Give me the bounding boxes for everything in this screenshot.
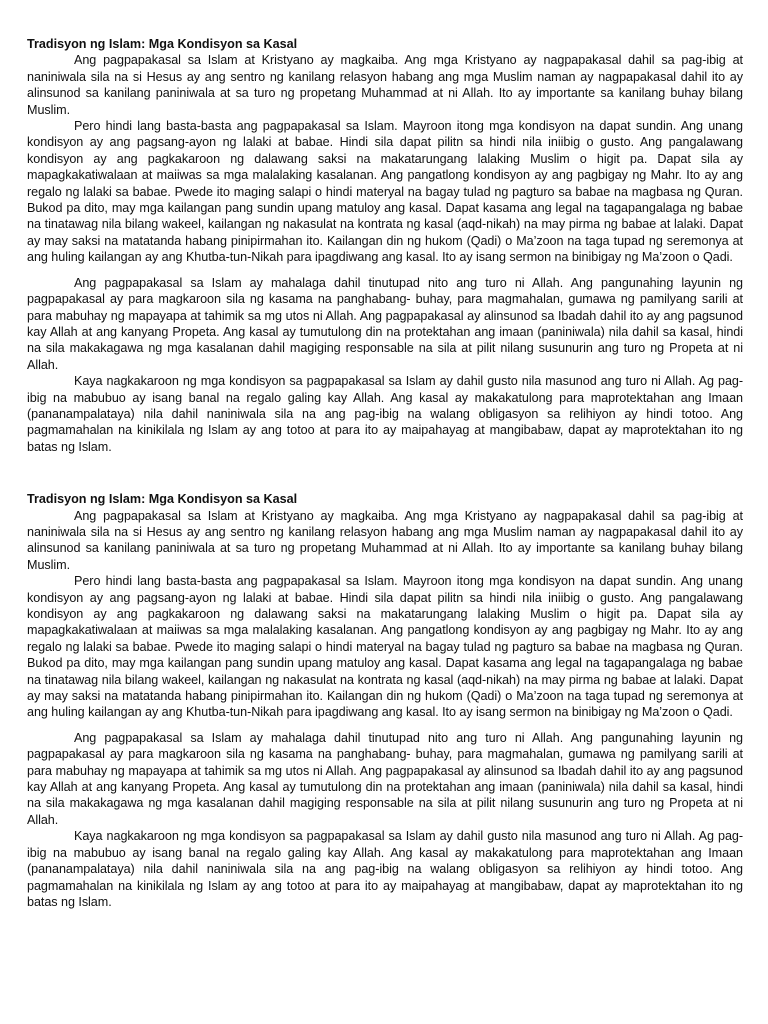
paragraph-conditions: Pero hindi lang basta-basta ang pagpapakasal sa Islam. Mayroon itong mga kondisyon na dapat sundin. Ang unang kondisyon ay ang pagsang-ayon ng lalaki at babae. Hindi sila dapat pilitn sa hindi nila iniibig o gusto. Ang pangalawang kondisyon ay ang pagkakaroon ng dalawang saksi na makatarungang lalaking Muslim o higit pa. Dapat sila ay mapagkakatiwalaan at maiiwas sa mga malalaking kasalanan. Ang pangatlong kondisyon ay ang pagbigay ng Mahr. Ito ay ang regalo ng lalaki sa babae. Pwede ito maging salapi o hindi materyal na bagay tulad ng pagturo sa babae na magbasa ng Quran. Bukod pa dito, may mga kailangan pang sundin upang matuloy ang kasal. Dapat kasama ang legal na tagapangalaga ng babae na tinatawag nila bilang wakeel, kailangan ng nakasulat na kontrata ng kasal (aqd-nikah) na may pirma ng babae at lalaki. Dapat ay may saksi na matatanda habang pinipirmahan ito. Kailangan din ng hukom (Qadi) o Ma’zoon na taga tupad ng seremonya at ang huling kailangan ay ang Khutba-tun-Nikah para ipagdiwang ang kasal. Ito ay isang sermon na binibigay ng Ma’zoon o Qadi. [27, 119, 743, 265]
paragraph-importance: Ang pagpapakasal sa Islam ay mahalaga dahil tinutupad nito ang turo ni Allah. Ang pangunahing layunin ng pagpapakasal ay para magkaroon sila ng kasama na panghabang- buhay, para magmahalan, gumawa ng pamilyang sarili at para mabuhay ng mapayapa at tahimik sa mg utos ni Allah. Ang pagpapakasal ay alinsunod sa Ibadah dahil ito ay ang pagsunod kay Allah at ang kanyang Propeta. Ang kasal ay tumutulong din na protektahan ang imaan (paniniwala) nila dahil sa kasal, hindi na sila makakagawa ng mga kasalanan dahil magiging responsable na sila at pilit nilang susunurin ang turo ng Propeta at ni Allah. [27, 730, 743, 827]
paragraph-importance: Ang pagpapakasal sa Islam ay mahalaga dahil tinutupad nito ang turo ni Allah. Ang pangunahing layunin ng pagpapakasal ay para magkaroon sila ng kasama na panghabang- buhay, para magmahalan, gumawa ng pamilyang sarili at para mabuhay ng mapayapa at tahimik sa mg utos ni Allah. Ang pagpapakasal ay alinsunod sa Ibadah dahil ito ay ang pagsunod kay Allah at ang kanyang Propeta. Ang kasal ay tumutulong din na protektahan ang imaan (paniniwala) nila dahil sa kasal, hindi na sila makakagawa ng mga kasalanan dahil magiging responsable na sila at pilit nilang susunurin ang turo ng Propeta at ni Allah. [27, 275, 743, 372]
paragraph-conclusion: Kaya nagkakaroon ng mga kondisyon sa pagpapakasal sa Islam ay dahil gusto nila masunod ang turo ni Allah. Ag pag-ibig na mabubuo ay isang banal na regalo galing kay Allah. Ang kasal ay makakatulong para maprotektahan ang Imaan (pananampalataya) nila dahil naniniwala sila na ang pag-ibig na walang obligasyon sa relihiyon ay hindi totoo. Ang pagmamahalan na kinikilala ng Islam ay ang totoo at para ito ay maipahayag at mangibabaw, dapat ay maprotektahan ito ng batas ng Islam. [27, 829, 743, 909]
essay-title: Tradisyon ng Islam: Mga Kondisyon sa Kasal [27, 37, 298, 51]
essay-title: Tradisyon ng Islam: Mga Kondisyon sa Kasal [27, 492, 298, 507]
paragraph-intro: Ang pagpapakasal sa Islam at Kristyano ay magkaiba. Ang mga Kristyano ay nagpapakasal dahil sa pag-ibig at naniniwala sila na si Hesus ay ang sentro ng kanilang relasyon habang ang mga Muslim naman ay nagpapakasal dahil ito ay alinsunod sa kanilang paniniwala at sa turo ng propetang Muhammad at ni Allah. Ito ay importante sa kanilang buhay bilang Muslim. [27, 53, 743, 117]
paragraph-conditions: Pero hindi lang basta-basta ang pagpapakasal sa Islam. Mayroon itong mga kondisyon na dapat sundin. Ang unang kondisyon ay ang pagsang-ayon ng lalaki at babae. Hindi sila dapat pilitn sa hindi nila iniibig o gusto. Ang pangalawang kondisyon ay ang pagkakaroon ng dalawang saksi na makatarungang lalaking Muslim o higit pa. Dapat sila ay mapagkakatiwalaan at maiiwas sa mga malalaking kasalanan. Ang pangatlong kondisyon ay ang pagbigay ng Mahr. Ito ay ang regalo ng lalaki sa babae. Pwede ito maging salapi o hindi materyal na bagay tulad ng pagturo sa babae na magbasa ng Quran. Bukod pa dito, may mga kailangan pang sundin upang matuloy ang kasal. Dapat kasama ang legal na tagapangalaga ng babae na tinatawag nila bilang wakeel, kailangan ng nakasulat na kontrata ng kasal (aqd-nikah) na may pirma ng babae at lalaki. Dapat ay may saksi na matatanda habang pinipirmahan ito. Kailangan din ng hukom (Qadi) o Ma’zoon na taga tupad ng seremonya at ang huling kailangan ay ang Khutba-tun-Nikah para ipagdiwang ang kasal. Ito ay isang sermon na binibigay ng Ma’zoon o Qadi. [27, 574, 743, 720]
essay-first [27, 36, 743, 455]
essay-second [27, 491, 743, 910]
paragraph-conclusion: Kaya nagkakaroon ng mga kondisyon sa pagpapakasal sa Islam ay dahil gusto nila masunod ang turo ni Allah. Ag pag-ibig na mabubuo ay isang banal na regalo galing kay Allah. Ang kasal ay makakatulong para maprotektahan ang Imaan (pananampalataya) nila dahil naniniwala sila na ang pag-ibig na walang obligasyon sa relihiyon ay hindi totoo. Ang pagmamahalan na kinikilala ng Islam ay ang totoo at para ito ay maipahayag at mangibabaw, dapat ay maprotektahan ito ng batas ng Islam. [27, 374, 743, 454]
paragraph-intro: Ang pagpapakasal sa Islam at Kristyano ay magkaiba. Ang mga Kristyano ay nagpapakasal dahil sa pag-ibig at naniniwala sila na si Hesus ay ang sentro ng kanilang relasyon habang ang mga Muslim naman ay nagpapakasal dahil ito ay alinsunod sa kanilang paniniwala at sa turo ng propetang Muhammad at ni Allah. Ito ay importante sa kanilang buhay bilang Muslim. [27, 508, 743, 572]
document-page [27, 36, 743, 910]
